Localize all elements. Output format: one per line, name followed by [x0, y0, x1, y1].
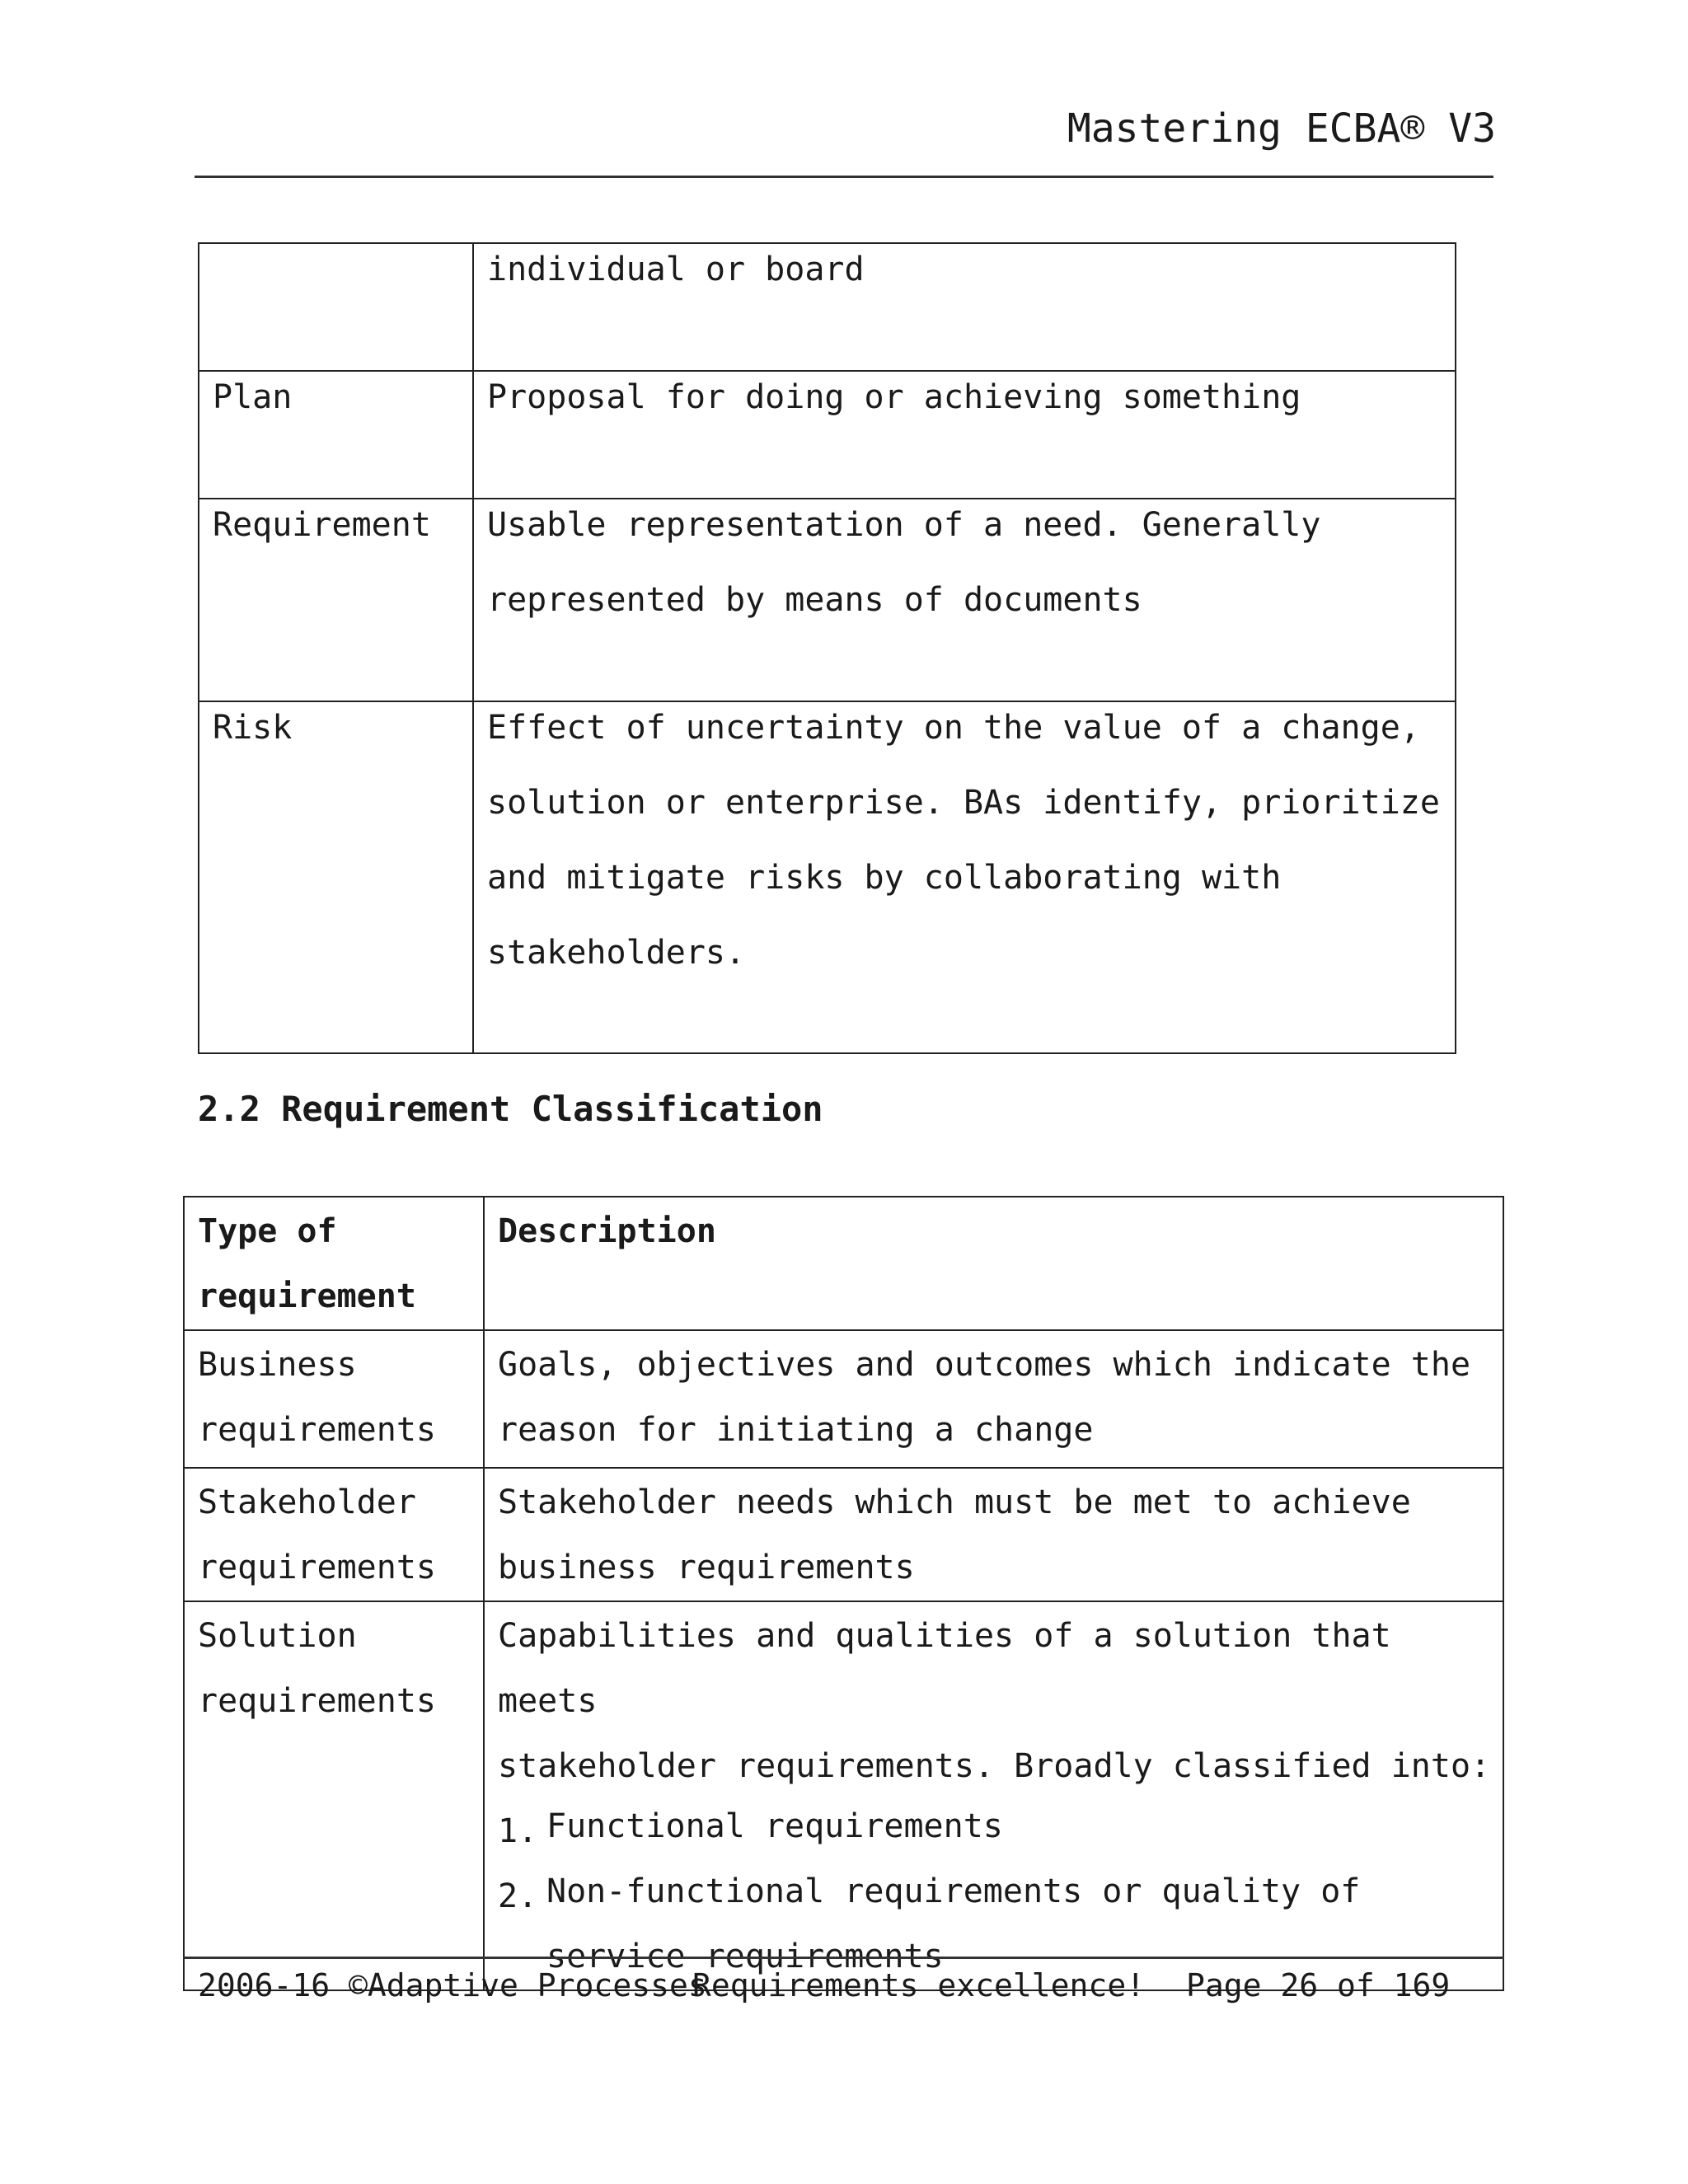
type-cell — [184, 1330, 484, 1468]
list-number: 1. — [498, 1812, 538, 1850]
type-line: Solution — [198, 1617, 357, 1655]
table-row — [199, 371, 1456, 499]
table-row — [199, 701, 1456, 1053]
type-line: Stakeholder — [198, 1483, 416, 1521]
table-row — [199, 499, 1456, 701]
definition-cell — [473, 499, 1456, 701]
section-heading: 2.2 Requirement Classification — [198, 1089, 823, 1129]
type-line: requirements — [198, 1411, 436, 1449]
requirement-classification-table — [183, 1196, 1504, 1991]
footer-copyright: 2006-16 ©Adaptive Processes — [198, 1967, 707, 2004]
definition-line: Usable representation of a need. Generally — [487, 506, 1321, 544]
table-row — [199, 243, 1456, 371]
table-row — [184, 1601, 1503, 1990]
definition-line: and mitigate risks by collaborating with — [487, 859, 1282, 897]
definition-cell — [473, 371, 1456, 499]
list-item-line: Non-functional requirements or quality of — [546, 1872, 1361, 1910]
header-line: Description — [498, 1212, 716, 1250]
type-line: requirements — [198, 1549, 436, 1586]
definition-cell — [473, 701, 1456, 1053]
list-item-line: Functional requirements — [546, 1807, 1003, 1845]
table-row — [184, 1330, 1503, 1468]
description-line: Stakeholder needs which must be met to achieve — [498, 1483, 1411, 1521]
term-text: Requirement — [213, 506, 431, 544]
type-line: requirements — [198, 1682, 436, 1720]
header-rule — [195, 176, 1493, 178]
definition-line: solution or enterprise. BAs identify, prioritize — [487, 784, 1440, 822]
definition-line: represented by means of documents — [487, 581, 1142, 619]
running-header-title: Mastering ECBA® V3 — [1067, 105, 1496, 152]
term-text: Risk — [213, 709, 293, 747]
term-cell — [199, 701, 473, 1053]
header-line: requirement — [198, 1277, 416, 1315]
type-line: Business — [198, 1346, 357, 1384]
list-number: 2. — [498, 1877, 538, 1915]
description-cell — [484, 1330, 1503, 1468]
term-cell — [199, 371, 473, 499]
definition-line: individual or board — [487, 251, 865, 288]
definition-line: Proposal for doing or achieving something — [487, 378, 1301, 416]
definition-line: Effect of uncertainty on the value of a change, — [487, 709, 1420, 747]
footer-slogan: Requirements excellence! — [692, 1967, 1146, 2004]
header-line: Type of — [198, 1212, 337, 1250]
header-cell-type — [184, 1197, 484, 1330]
description-line: business requirements — [498, 1549, 915, 1586]
type-cell — [184, 1468, 484, 1601]
description-line: Capabilities and qualities of a solution that meets — [498, 1617, 1391, 1720]
type-cell — [184, 1601, 484, 1990]
term-cell — [199, 499, 473, 701]
description-cell — [484, 1601, 1503, 1990]
footer-rule — [183, 1957, 1504, 1959]
definition-cell — [473, 243, 1456, 371]
table-header-row — [184, 1197, 1503, 1330]
term-cell — [199, 243, 473, 371]
footer-page-number: Page 26 of 169 — [1186, 1967, 1451, 2004]
list-item-line: service requirements — [546, 1938, 944, 1975]
definition-line: stakeholders. — [487, 934, 746, 972]
description-cell — [484, 1468, 1503, 1601]
table-row — [184, 1468, 1503, 1601]
description-line: Goals, objectives and outcomes which indicate the — [498, 1346, 1471, 1384]
term-text: Plan — [213, 378, 293, 416]
description-line: stakeholder requirements. Broadly classified into: — [498, 1747, 1491, 1785]
header-cell-description — [484, 1197, 1503, 1330]
list-item — [498, 1799, 1503, 1864]
description-line: reason for initiating a change — [498, 1411, 1094, 1449]
glossary-table — [198, 242, 1456, 1054]
